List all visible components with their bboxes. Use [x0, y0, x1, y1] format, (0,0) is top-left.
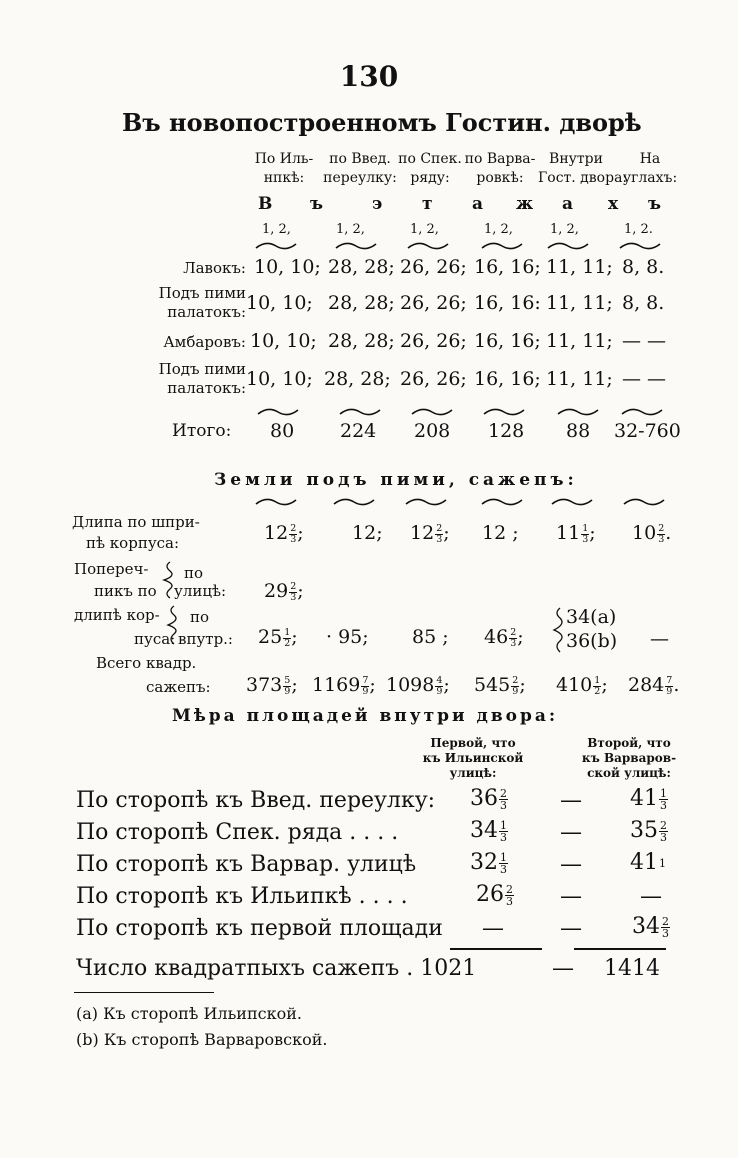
- numerator: 2: [658, 523, 665, 534]
- fraction: [659, 858, 666, 869]
- column-header: по Спек. ряду:: [398, 151, 462, 186]
- land-heading: Земли подъ пими, сажепъ:: [214, 470, 578, 490]
- table-cell: [258, 626, 298, 648]
- denominator: 3: [500, 862, 507, 876]
- denominator: 3: [660, 830, 667, 844]
- heading-letter: т: [422, 194, 435, 214]
- table-cell: 11, 11;: [546, 330, 613, 352]
- whole-part: 32: [470, 850, 498, 875]
- total-value: 128: [488, 420, 525, 442]
- fraction: [659, 788, 668, 811]
- numerator: 2: [506, 882, 513, 896]
- denominator: 9: [666, 685, 673, 697]
- table-cell: 26, 26;: [400, 292, 467, 314]
- measure-value: [640, 884, 662, 909]
- denominator: 2: [594, 685, 601, 697]
- denominator: 3: [500, 798, 507, 812]
- numerator: 5: [284, 675, 291, 686]
- denominator: 3: [510, 637, 517, 649]
- denominator: 2: [284, 637, 291, 649]
- denominator: 3: [506, 894, 513, 908]
- numerator: 7: [362, 675, 369, 686]
- separator: ;: [376, 522, 383, 544]
- separator: ;: [297, 522, 304, 544]
- table-cell: 10, 10;: [246, 368, 313, 390]
- brace-decoration: [256, 243, 660, 248]
- row-label: Подъ пими палатокъ:: [158, 284, 246, 321]
- table-cell: [628, 674, 679, 696]
- fraction: [659, 820, 668, 843]
- table-cell: 16, 16:: [474, 292, 541, 314]
- brace-decorations: [0, 494, 738, 512]
- separator: ;: [443, 522, 450, 544]
- denominator: 3: [436, 533, 443, 545]
- footnote: (b) Къ сторопѣ Варваровской.: [76, 1030, 328, 1049]
- sum-rule: [574, 948, 666, 950]
- table-cell: [264, 580, 304, 602]
- table-cell: 16, 16;: [474, 256, 541, 278]
- separator: ;: [369, 674, 376, 696]
- measure-value: [470, 818, 508, 843]
- separator: ;: [589, 522, 596, 544]
- row-label: пуса:: [134, 630, 176, 648]
- table-cell: [556, 674, 608, 696]
- total-value: 208: [414, 420, 451, 442]
- separator: .: [673, 674, 680, 696]
- numerator: 2: [290, 523, 297, 534]
- row-label: впутр.:: [178, 630, 233, 648]
- measure-label: По сторопѣ Спек. ряда . . . .: [76, 820, 399, 845]
- whole-part: 10: [632, 522, 657, 544]
- heading-letter: ъ: [310, 194, 326, 214]
- measure-value: [482, 916, 504, 941]
- measure-total-value: 1414: [604, 956, 660, 981]
- dash: —: [560, 852, 582, 877]
- row-label: Длипа по шпри- пѣ корпуса:: [72, 513, 200, 552]
- measure-label: По сторопѣ къ первой площади: [76, 916, 443, 941]
- brace-icon: [160, 560, 174, 600]
- separator: ;: [443, 674, 450, 696]
- total-value: 88: [566, 420, 591, 442]
- row-label: Амбаровъ:: [163, 333, 246, 351]
- table-cell: [474, 674, 526, 696]
- whole-part: 12: [352, 522, 377, 544]
- dash: —: [560, 916, 582, 941]
- numerator: 2: [436, 523, 443, 534]
- table-cell: 36(b): [566, 630, 618, 652]
- whole-part: —: [482, 916, 504, 941]
- table-cell: 28, 28;: [324, 368, 391, 390]
- table-cell: 10, 10;: [254, 256, 321, 278]
- measure-label: По сторопѣ къ Введ. переулку:: [76, 788, 436, 813]
- measure-column-header: Первой, что къ Ильинской улицѣ:: [422, 736, 524, 780]
- heading-letter: ъ: [648, 194, 664, 214]
- column-header: По Иль- нпкѣ:: [254, 151, 314, 186]
- row-label: Всего квадр.: [96, 654, 197, 672]
- whole-part: 41: [630, 786, 658, 811]
- column-header: Внутри Гост. двора:: [538, 151, 628, 186]
- whole-part: 34: [470, 818, 498, 843]
- numerator: 1: [594, 675, 601, 686]
- whole-part: 373: [246, 674, 283, 696]
- table-cell: 34(a): [566, 606, 617, 628]
- heading-letter: В: [258, 194, 275, 214]
- whole-part: 36: [470, 786, 498, 811]
- row-label: длипѣ кор-: [74, 606, 160, 624]
- table-cell: 10, 10;: [246, 292, 313, 314]
- denominator: 3: [582, 533, 589, 545]
- page-title: Въ новопостроенномъ Гостин. дворѣ: [122, 108, 642, 137]
- denominator: 9: [436, 685, 443, 697]
- row-label: сажепъ:: [146, 678, 211, 696]
- table-cell: 28, 28;: [328, 256, 395, 278]
- table-cell: [484, 626, 524, 648]
- floor-number: 1, 2,: [262, 222, 291, 237]
- fraction: [499, 852, 508, 875]
- sum-rule: [450, 948, 542, 950]
- numerator: 2: [662, 914, 669, 928]
- floor-number: 1, 2,: [336, 222, 365, 237]
- numerator: 2: [660, 818, 667, 832]
- denominator: 3: [290, 591, 297, 603]
- brace-decorations: [0, 236, 738, 256]
- table-cell: [410, 522, 450, 544]
- row-label: Подъ пими палатокъ:: [158, 360, 246, 397]
- separator: .: [665, 522, 672, 544]
- dash: —: [560, 820, 582, 845]
- brace-decoration: [256, 499, 664, 504]
- table-cell: 11, 11;: [546, 292, 613, 314]
- heading-letter: э: [372, 194, 385, 214]
- brace-icon: [550, 606, 564, 654]
- table-cell: [264, 522, 304, 544]
- measure-total-label: Число квадратпыхъ сажепъ . 1021: [76, 956, 477, 981]
- whole-part: 11: [556, 522, 581, 544]
- column-header: На углахъ:: [622, 151, 678, 186]
- whole-part: 25: [258, 626, 283, 648]
- numerator: 4: [436, 675, 443, 686]
- whole-part: 284: [628, 674, 665, 696]
- table-cell: 26, 26;: [400, 330, 467, 352]
- numerator: 1: [500, 850, 507, 864]
- numerator: 2: [512, 675, 519, 686]
- table-cell: 11, 11;: [546, 256, 613, 278]
- row-label: Лавокъ:: [183, 259, 246, 277]
- table-cell: 28, 28;: [328, 292, 395, 314]
- denominator: 3: [660, 798, 667, 812]
- fraction: [505, 884, 514, 907]
- whole-part: 1169: [312, 674, 361, 696]
- table-cell: 26, 26;: [400, 256, 467, 278]
- measure-value: [476, 882, 514, 907]
- floor-number: 1, 2,: [484, 222, 513, 237]
- numerator: 1: [582, 523, 589, 534]
- table-cell: [326, 626, 369, 648]
- denominator: 9: [362, 685, 369, 697]
- table-cell: [412, 626, 449, 648]
- measure-label: По сторопѣ къ Ильипкѣ . . . .: [76, 884, 408, 909]
- row-label: пикъ по: [94, 582, 157, 600]
- row-label: улицѣ:: [174, 582, 227, 600]
- measure-label: По сторопѣ къ Варвар. улицѣ: [76, 852, 417, 877]
- fraction: [499, 788, 508, 811]
- measure-column-header: Второй, что къ Варваров- ской улицѣ:: [581, 736, 677, 780]
- dash: —: [560, 884, 582, 909]
- table-cell: 16, 16;: [474, 330, 541, 352]
- table-cell: 11, 11;: [546, 368, 613, 390]
- total-value: 224: [340, 420, 377, 442]
- table-cell: 10, 10;: [250, 330, 317, 352]
- table-cell: — —: [622, 330, 667, 352]
- row-label: по: [184, 564, 204, 582]
- whole-part: 545: [474, 674, 511, 696]
- numerator: 1: [659, 856, 666, 870]
- table-cell: [312, 674, 376, 696]
- denominator: 3: [658, 533, 665, 545]
- footnote-rule: [74, 992, 214, 993]
- numerator: 2: [290, 581, 297, 592]
- floor-number: 1, 2.: [624, 222, 653, 237]
- floor-number: 1, 2,: [550, 222, 579, 237]
- whole-part: 12: [482, 522, 507, 544]
- whole-part: 41: [630, 850, 658, 875]
- column-header: по Варва- ровкѣ:: [464, 151, 536, 186]
- table-cell: 28, 28;: [328, 330, 395, 352]
- totals-label: Итого:: [172, 421, 232, 441]
- brace-decorations: [0, 402, 738, 422]
- page-number: 130: [339, 60, 399, 93]
- denominator: 3: [290, 533, 297, 545]
- table-cell: — —: [622, 368, 667, 390]
- total-value: 32-760: [614, 420, 681, 442]
- separator: ;: [519, 674, 526, 696]
- brace-decoration: [258, 409, 662, 414]
- fraction: [661, 916, 670, 939]
- heading-letter: а: [472, 194, 486, 214]
- whole-part: 12: [264, 522, 289, 544]
- whole-part: 85: [412, 626, 437, 648]
- separator: ;: [291, 626, 298, 648]
- separator: ;: [362, 626, 369, 648]
- denominator: 3: [500, 830, 507, 844]
- fraction: [499, 820, 508, 843]
- separator: ;: [601, 674, 608, 696]
- table-cell: 8, 8.: [622, 292, 665, 314]
- whole-part: 1098: [386, 674, 435, 696]
- table-cell: —: [650, 628, 669, 650]
- numerator: 1: [660, 786, 667, 800]
- whole-part: 35: [630, 818, 658, 843]
- separator: ;: [436, 626, 449, 648]
- denominator: 3: [662, 926, 669, 940]
- whole-part: 34: [632, 914, 660, 939]
- table-cell: [632, 522, 671, 544]
- table-cell: [246, 674, 298, 696]
- measure-value: [470, 850, 508, 875]
- numerator: 2: [510, 627, 517, 638]
- row-label: по: [190, 608, 210, 626]
- measure-value: [630, 786, 668, 811]
- heading-letter: а: [562, 194, 576, 214]
- floor-number: 1, 2,: [410, 222, 439, 237]
- separator: ;: [517, 626, 524, 648]
- numerator: 7: [666, 675, 673, 686]
- brace-icon: [164, 604, 178, 646]
- heading-letter: ж: [516, 194, 536, 214]
- table-cell: [386, 674, 450, 696]
- numerator: 1: [284, 627, 291, 638]
- measure-value: [470, 786, 508, 811]
- dash: —: [552, 956, 574, 981]
- table-cell: [482, 522, 519, 544]
- measure-heading: Мѣра площадей впутри двора:: [172, 706, 559, 726]
- numerator: 2: [500, 786, 507, 800]
- numerator: 1: [500, 818, 507, 832]
- dash: —: [560, 788, 582, 813]
- table-cell: 8, 8.: [622, 256, 665, 278]
- measure-value: [630, 850, 666, 875]
- measure-value: [630, 818, 668, 843]
- heading-letter: х: [608, 194, 621, 214]
- denominator: 9: [512, 685, 519, 697]
- table-cell: 26, 26;: [400, 368, 467, 390]
- measure-value: [632, 914, 670, 939]
- separator: ;: [291, 674, 298, 696]
- row-label: Попереч-: [74, 560, 149, 578]
- denominator: 9: [284, 685, 291, 697]
- separator: ;: [506, 522, 519, 544]
- table-cell: 16, 16;: [474, 368, 541, 390]
- separator: ;: [297, 580, 304, 602]
- table-cell: [352, 522, 383, 544]
- total-value: 80: [270, 420, 295, 442]
- whole-part: 12: [410, 522, 435, 544]
- whole-part: —: [640, 884, 662, 909]
- footnote: (a) Къ сторопѣ Ильипской.: [76, 1004, 302, 1023]
- column-header: по Введ. переулку:: [323, 151, 397, 186]
- table-cell: [556, 522, 596, 544]
- whole-part: 29: [264, 580, 289, 602]
- whole-part: 46: [484, 626, 509, 648]
- whole-part: · 95: [326, 626, 363, 648]
- whole-part: 26: [476, 882, 504, 907]
- whole-part: 410: [556, 674, 593, 696]
